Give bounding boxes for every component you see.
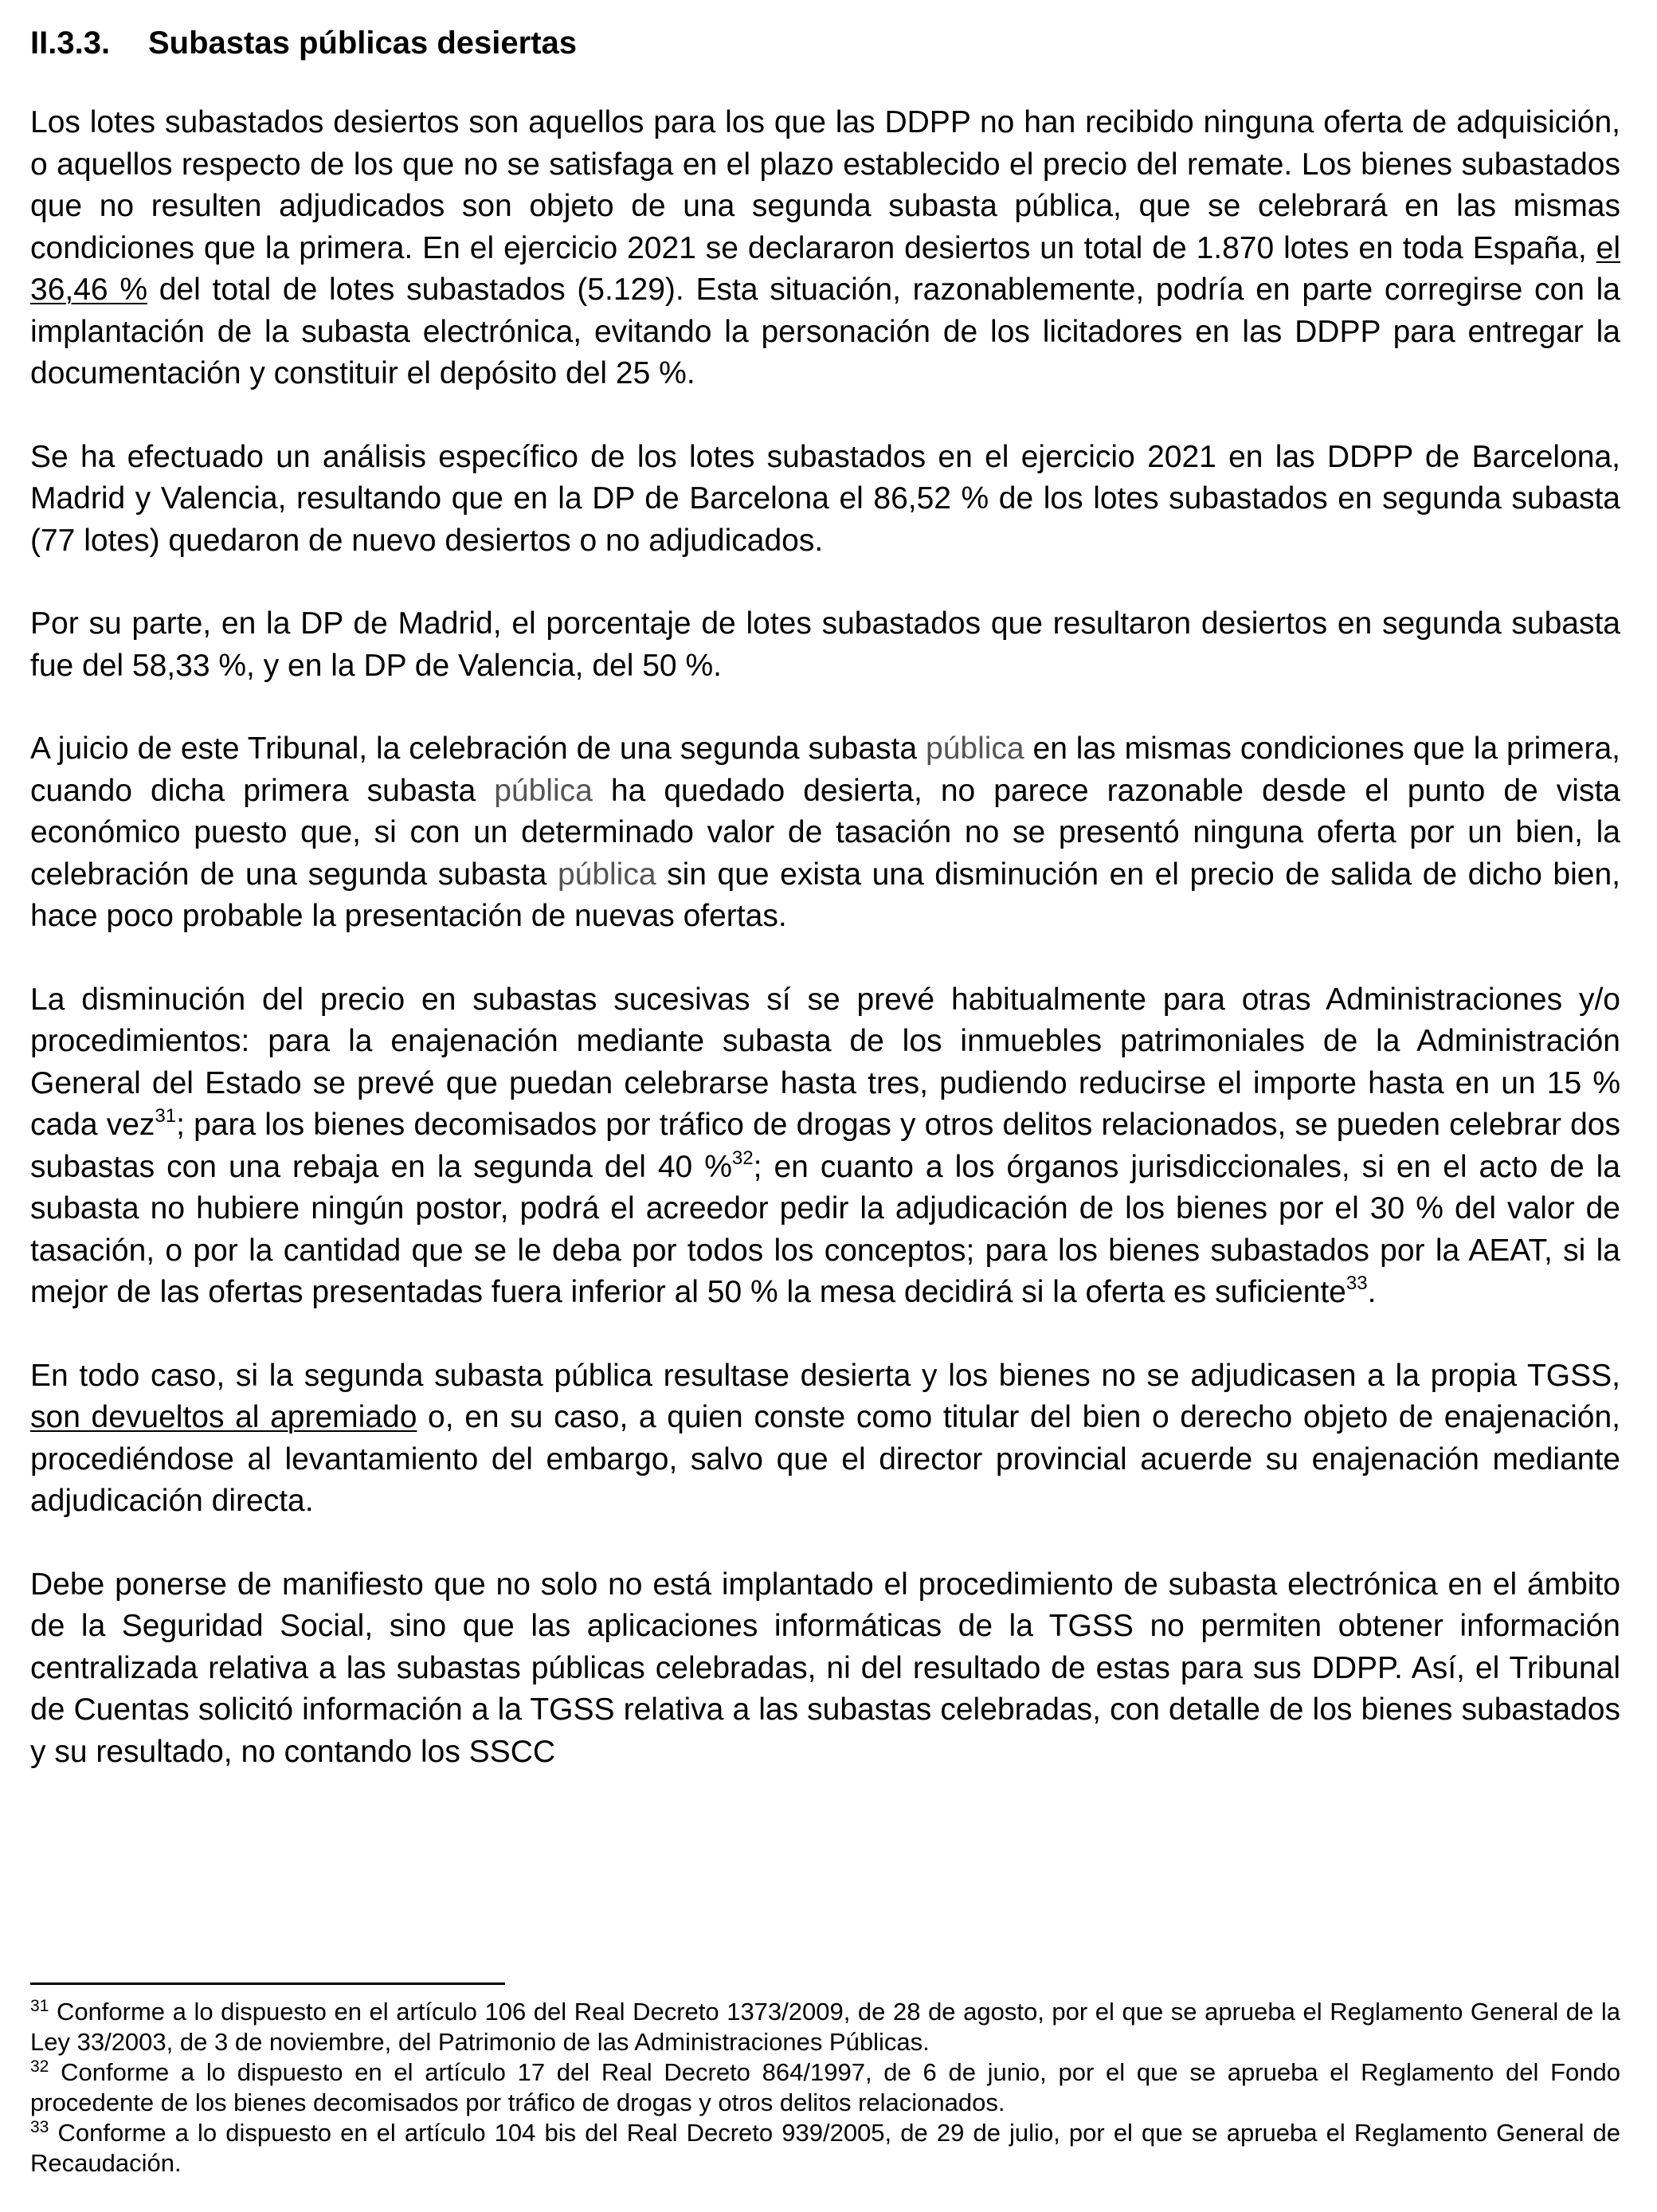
underlined-text: son devueltos al apremiado	[30, 1400, 417, 1434]
paragraph-text: .	[1367, 1275, 1377, 1309]
footnote-number: 32	[30, 2057, 49, 2076]
underlined-text: el 36,46 %	[30, 230, 1620, 307]
paragraph-text: A juicio de este Tribunal, la celebración de una segunda subasta	[30, 731, 926, 766]
paragraph-text: o, en su caso, a quien conste como titular del bien o derecho objeto de enajenación, procediéndose al levantamiento del embargo, salvo que el director provincial acuerde su enajenación mediante adjudicación directa.	[30, 1400, 1620, 1518]
highlighted-word: pública	[926, 731, 1024, 766]
paragraph-2	[30, 437, 1620, 563]
paragraph-6	[30, 1355, 1620, 1523]
paragraph-4	[30, 728, 1620, 938]
paragraph-text: sin que exista una disminución en el precio de salida de dicho bien, hace poco probable la presentación de nuevas ofertas.	[30, 857, 1620, 933]
footnotes	[30, 1997, 1620, 2179]
footnote-31	[30, 1997, 1620, 2057]
highlighted-word: pública	[494, 773, 593, 808]
section-title: Subastas públicas desiertas	[148, 25, 578, 61]
paragraph-text: La disminución del precio en subastas sucesivas sí se prevé habitualmente para otras Administraciones y/o procedimientos: para la enajenación mediante subasta de los inmuebles patrimoniales de la Administración General del Estado se prevé que puedan celebrarse hasta tres, pudiendo reducirse el importe hasta en un 15 % cada vez	[30, 982, 1620, 1142]
paragraph-text: ; en cuanto a los órganos jurisdiccionales, si en el acto de la subasta no hubiere ningún postor, podrá el acreedor pedir la adjudicación de los bienes por el 30 % del valor de tasación, o por la cantidad que se le deba por todos los conceptos; para los bienes subastados por la AEAT, si la mejor de las ofertas presentadas fuera inferior al 50 % la mesa decidirá si la oferta es suficiente	[30, 1149, 1620, 1309]
highlighted-word: pública	[557, 857, 656, 892]
footnote-text: Conforme a lo dispuesto en el artículo 104 bis del Real Decreto 939/2005, de 29 de julio, por el que se aprueba el Reglamento General de Recaudación.	[30, 2119, 1620, 2177]
paragraph-text: del total de lotes subastados (5.129). Esta situación, razonablemente, podría en parte corregirse con la implantación de la subasta electrónica, evitando la personación de los licitadores en las DDPP para entregar la documentación y constituir el depósito del 25 %.	[30, 273, 1620, 390]
paragraph-7	[30, 1564, 1620, 1774]
section-number: II.3.3.	[30, 25, 111, 61]
footnote-ref-32[interactable]: 32	[731, 1147, 754, 1169]
paragraph-5	[30, 979, 1620, 1314]
paragraph-text: Los lotes subastados desiertos son aquellos para los que las DDPP no han recibido ninguna oferta de adquisición, o aquellos respecto de los que no se satisfaga en el plazo establecido el precio del remate. Los bienes subastados que no resulten adjudicados son objeto de una segunda subasta pública, que se celebrará en las mismas condiciones que la primera. En el ejercicio 2021 se declararon desiertos un total de 1.870 lotes en toda España,	[30, 105, 1620, 265]
paragraph-text: en las mismas condiciones que la primera, cuando dicha primera subasta	[30, 731, 1620, 808]
footnote-33	[30, 2118, 1620, 2179]
paragraph-text: Debe ponerse de manifiesto que no solo no está implantado el procedimiento de subasta electrónica en el ámbito de la Seguridad Social, sino que las aplicaciones informáticas de la TGSS no permiten obtener información centralizada relativa a las subastas públicas celebradas, ni del resultado de estas para sus DDPP. Así, el Tribunal de Cuentas solicitó información a la TGSS relativa a las subastas celebradas, con detalle de los bienes subastados y su resultado, no contando los SSCC	[30, 1567, 1620, 1769]
paragraph-text: Por su parte, en la DP de Madrid, el porcentaje de lotes subastados que resultaron desiertos en segunda subasta fue del 58,33 %, y en la DP de Valencia, del 50 %.	[30, 606, 1620, 683]
footnote-number: 33	[30, 2118, 49, 2136]
footnote-ref-33[interactable]: 33	[1346, 1273, 1368, 1294]
footnote-32	[30, 2057, 1620, 2118]
paragraph-text: Se ha efectuado un análisis específico de los lotes subastados en el ejercicio 2021 en las DDPP de Barcelona, Madrid y Valencia, resultando que en la DP de Barcelona el 86,52 % de los lotes subastados en segunda subasta (77 lotes) quedaron de nuevo desiertos o no adjudicados.	[30, 439, 1620, 558]
footnote-text: Conforme a lo dispuesto en el artículo 106 del Real Decreto 1373/2009, de 28 de agosto, por el que se aprueba el Reglamento General de la Ley 33/2003, de 3 de noviembre, del Patrimonio de las Administraciones Públicas.	[30, 1998, 1620, 2056]
footnote-text: Conforme a lo dispuesto en el artículo 17 del Real Decreto 864/1997, de 6 de junio, por el que se aprueba el Reglamento del Fondo procedente de los bienes decomisados por tráfico de drogas y otros delitos relacionados.	[30, 2058, 1620, 2116]
footnote-number: 31	[30, 1997, 49, 2015]
footnote-ref-31[interactable]: 31	[155, 1105, 177, 1127]
paragraph-text: ; para los bienes decomisados por tráfico de drogas y otros delitos relacionados, se pueden celebrar dos subastas con una rebaja en la segunda del 40 %	[30, 1108, 1620, 1184]
footnote-separator	[30, 1983, 505, 1985]
paragraph-text: ha quedado desierta, no parece razonable desde el punto de vista económico puesto que, si con un determinado valor de tasación no se presentó ninguna oferta por un bien, la celebración de una segunda subasta	[30, 773, 1620, 892]
section-heading	[30, 24, 1620, 62]
paragraph-text: En todo caso, si la segunda subasta pública resultase desierta y los bienes no se adjudicasen a la propia TGSS,	[30, 1358, 1620, 1393]
paragraph-3	[30, 603, 1620, 687]
document-body	[30, 24, 1620, 1814]
paragraph-1	[30, 102, 1620, 395]
